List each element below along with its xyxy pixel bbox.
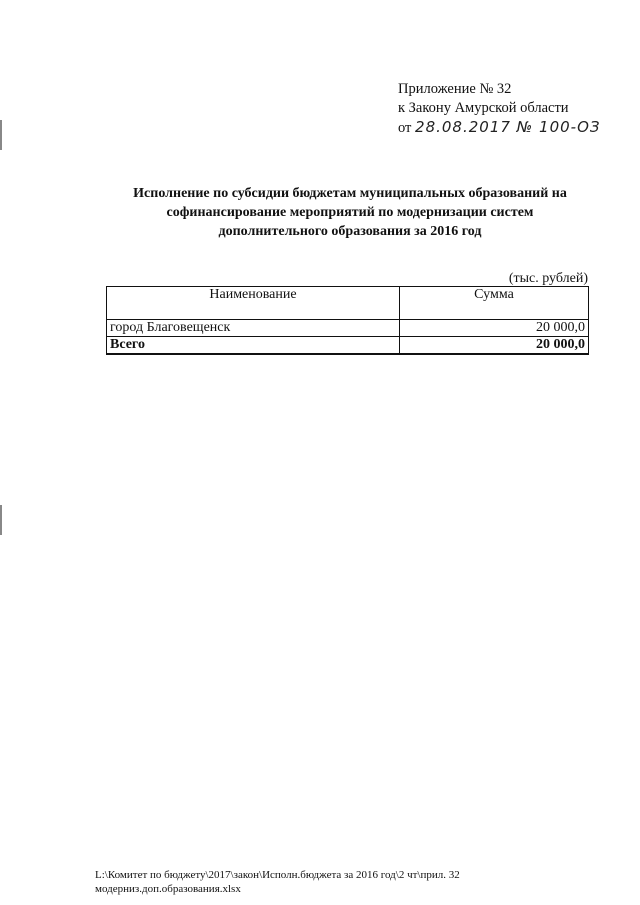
appendix-header: [398, 80, 601, 138]
scan-edge-mark: [0, 505, 2, 535]
footer-file-line: модерниз.доп.образования.xlsx: [95, 883, 241, 895]
data-table: [106, 286, 589, 355]
appendix-number: Приложение № 32: [398, 81, 512, 97]
total-label: Всего: [107, 337, 400, 355]
column-header-name: Наименование: [107, 287, 400, 320]
total-sum: 20 000,0: [400, 337, 589, 355]
file-path-footer: [95, 868, 460, 896]
document-title: [110, 184, 590, 241]
footer-path-line: L:\Комитет по бюджету\2017\закон\Исполн.бюджета за 2016 год\2 чт\прил. 32: [95, 869, 460, 881]
appendix-law: к Закону Амурской области: [398, 100, 569, 116]
appendix-date-line: [398, 118, 601, 138]
handwritten-date-number: 28.08.2017 № 100-ОЗ: [415, 118, 601, 136]
title-line: дополнительного образования за 2016 год: [218, 224, 482, 239]
row-name: город Благовещенск: [107, 320, 400, 337]
table-total-row: [107, 337, 589, 355]
title-line: софинансирование мероприятий по модернизации систем: [166, 205, 534, 220]
units-label: (тыс. рублей): [508, 271, 588, 286]
table-row: [107, 320, 589, 337]
title-line: Исполнение по субсидии бюджетам муниципальных образований на: [133, 186, 567, 201]
scan-edge-mark: [0, 120, 2, 150]
table-header-row: [107, 287, 589, 320]
column-header-sum: Сумма: [400, 287, 589, 320]
row-sum: 20 000,0: [400, 320, 589, 337]
appendix-date-prefix: от: [398, 120, 412, 136]
